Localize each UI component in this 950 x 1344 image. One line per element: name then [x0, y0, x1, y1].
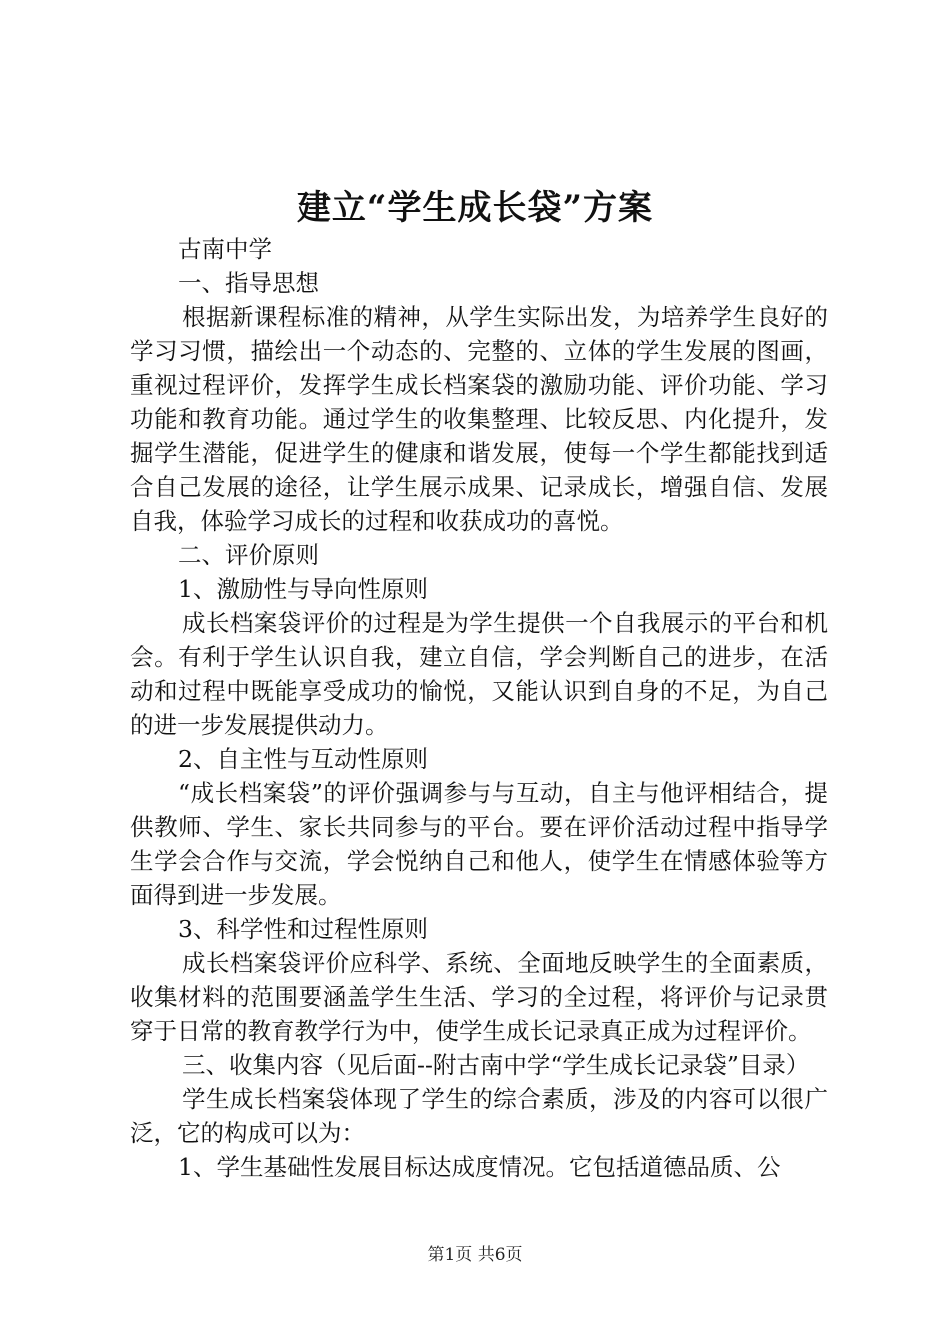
principle-paragraph-1: 成长档案袋评价的过程是为学生提供一个自我展示的平台和机会。有利于学生认识自我，建立自信，学会判断自己的进步，在活动和过程中既能享受成功的愉悦，又能认识到自身的不足，为自己的进一步发展提供动力。 — [130, 609, 828, 739]
school-name: 古南中学 — [178, 235, 272, 263]
section-heading-guiding-thought: 一、指导思想 — [178, 269, 319, 297]
principle-heading-1: 1、激励性与导向性原则 — [178, 575, 428, 603]
principle-heading-3: 3、科学性和过程性原则 — [178, 915, 428, 943]
section-heading-evaluation-principles: 二、评价原则 — [178, 541, 319, 569]
section-heading-collection-content: 三、收集内容（见后面--附古南中学“学生成长记录袋”目录） — [182, 1051, 810, 1079]
paragraph-collection-content: 学生成长档案袋体现了学生的综合素质，涉及的内容可以很广泛，它的构成可以为： — [130, 1085, 828, 1147]
document-body — [130, 232, 828, 1184]
principle-heading-2: 2、自主性与互动性原则 — [178, 745, 428, 773]
principle-paragraph-2: “成长档案袋”的评价强调参与与互动，自主与他评相结合，提供教师、学生、家长共同参与的平台。要在评价活动过程中指导学生学会合作与交流，学会悦纳自己和他人，使学生在情感体验等方面得到进一步发展。 — [130, 779, 828, 909]
page-footer: 第1页 共6页 — [427, 1245, 523, 1265]
paragraph-guiding-thought: 根据新课程标准的精神，从学生实际出发，为培养学生良好的学习习惯，描绘出一个动态的、完整的、立体的学生发展的图画，重视过程评价，发挥学生成长档案袋的激励功能、评价功能、学习功能和教育功能。通过学生的收集整理、比较反思、内化提升，发掘学生潜能，促进学生的健康和谐发展，使每一个学生都能找到适合自己发展的途径，让学生展示成果、记录成长，增强自信、发展自我，体验学习成长的过程和收获成功的喜悦。 — [130, 303, 828, 535]
list-item-1: 1、学生基础性发展目标达成度情况。它包括道德品质、公 — [178, 1153, 781, 1181]
principle-paragraph-3: 成长档案袋评价应科学、系统、全面地反映学生的全面素质，收集材料的范围要涵盖学生生活、学习的全过程，将评价与记录贯穿于日常的教育教学行为中，使学生成长记录真正成为过程评价。 — [130, 949, 828, 1045]
document-title: 建立“学生成长袋”方案 — [296, 188, 654, 228]
